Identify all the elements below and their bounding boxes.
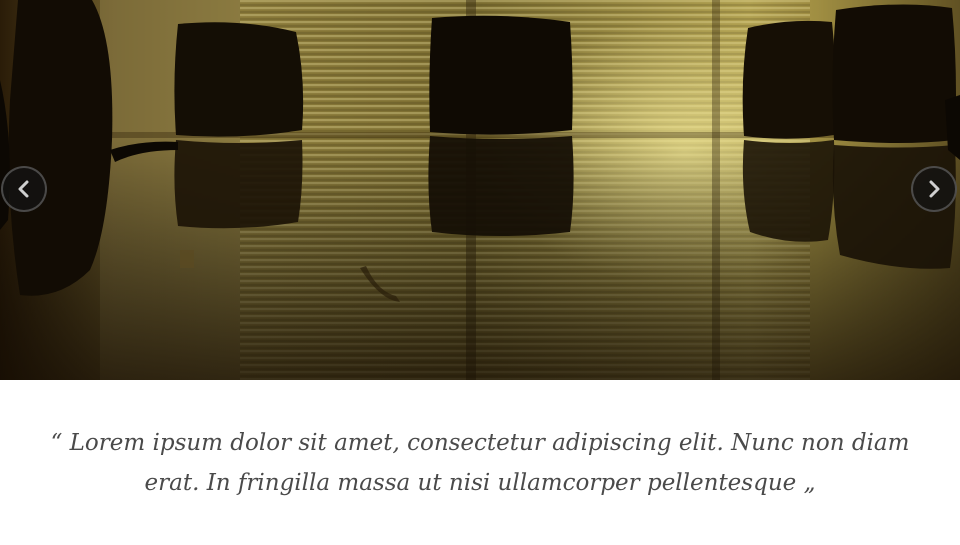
caption-quote — [20, 423, 940, 503]
open-quote-mark: “ — [50, 429, 63, 456]
caption-body: Lorem ipsum dolor sit amet, consectetur adipiscing elit. Nunc non diam erat. In fringilla massa ut nisi ullamcorper pellentesque — [62, 429, 910, 496]
slide-caption — [0, 380, 960, 545]
chevron-left-icon — [14, 179, 34, 199]
previous-slide-button[interactable] — [1, 166, 47, 212]
close-quote-mark: „ — [803, 469, 816, 496]
next-slide-button[interactable] — [911, 166, 957, 212]
chevron-right-icon — [924, 179, 944, 199]
